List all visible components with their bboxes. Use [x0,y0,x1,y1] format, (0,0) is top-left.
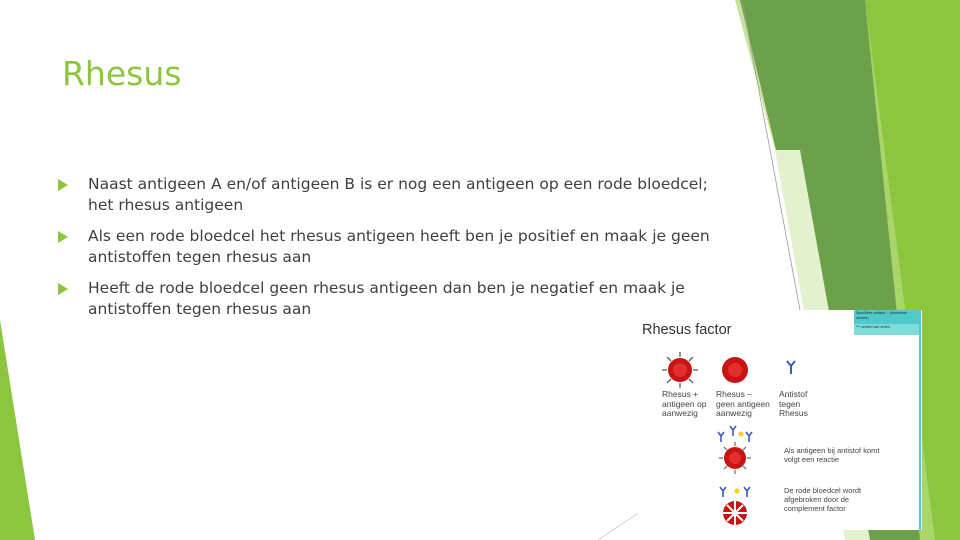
bullet-item [58,278,738,320]
rhesus-negative-cell-icon [722,357,748,383]
deco-bottom-left-triangle [0,320,35,540]
label-rhesus-positive: Rhesus + antigeen op aanwezig [662,389,707,418]
bullet-text: Heeft de rode bloedcel geen rhesus antigeen dan ben je negatief en maak je antistoffen tegen rhesus aan [88,279,685,318]
rhesus-positive-cell-icon [662,352,698,388]
antibody-icon [787,361,795,374]
bullet-text: Als een rode bloedcel het rhesus antigeen heeft ben je positief en maak je geen antistoffen tegen rhesus aan [88,227,710,266]
bullet-arrow-icon [58,231,68,243]
destroyed-cell-icon [720,487,750,525]
label-binding: Als antigeen bij antistof komt volgt een reactie [784,446,880,464]
figure-drawings [638,310,922,530]
figure-title: Rhesus factor [642,322,732,338]
label-destroy: De rode bloedcel wordt afgebroken door de complement factor [784,486,862,513]
bullet-text: Naast antigeen A en/of antigeen B is er nog een antigeen op een rode bloedcel; het rhesus antigeen [88,175,708,214]
label-antibody: Antistof tegen Rhesus [779,389,808,418]
bullet-arrow-icon [58,179,68,191]
bullet-arrow-icon [58,283,68,295]
label-rhesus-negative: Rhesus – geen antigeen aanwezig [716,389,770,418]
bullet-item [58,226,738,268]
bullet-list [58,174,738,330]
bullet-item [58,174,738,216]
antibody-binding-icon [718,426,752,474]
slide-title: Rhesus [62,54,182,93]
deco-thin-line-2 [598,512,640,540]
panel-text: Specifieke antistof ... (binnenste randen) [856,311,907,320]
panel-text-2: *** celdeel van cellen [856,325,890,329]
rhesus-figure [638,310,922,530]
